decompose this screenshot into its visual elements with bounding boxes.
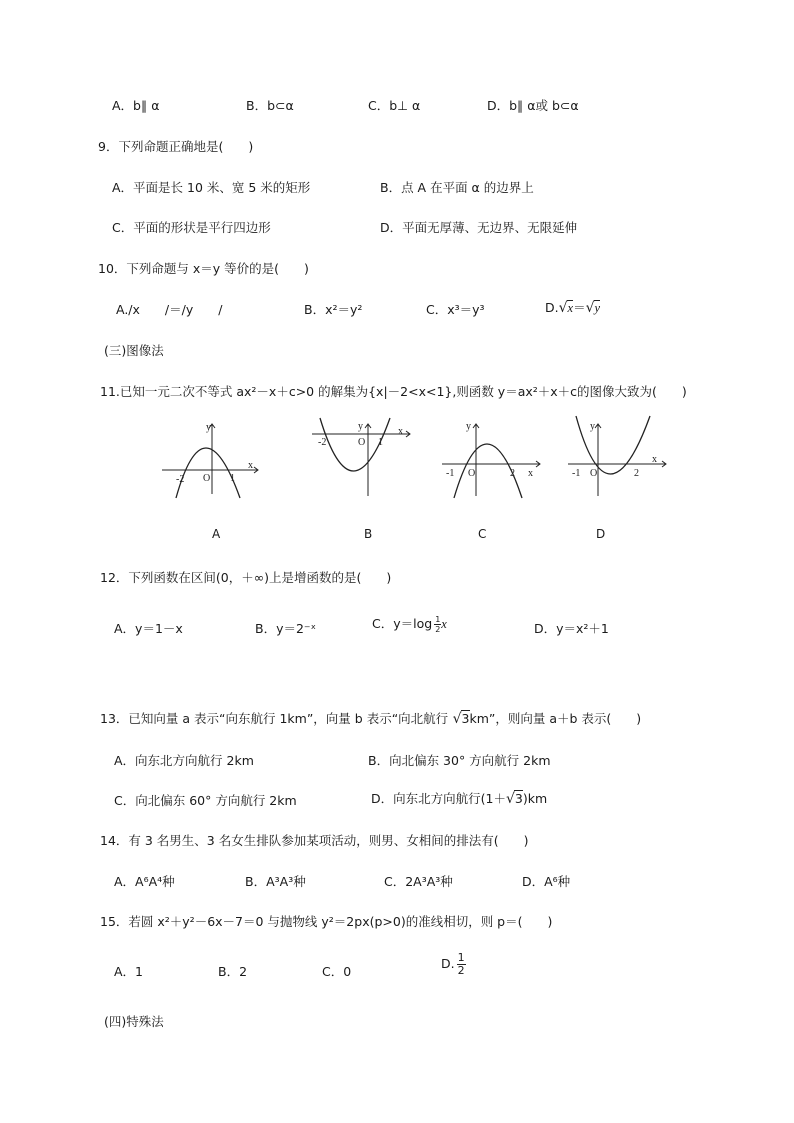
q12-option-a: A．y＝1－x [114,621,183,636]
q15-option-a: A．1 [114,964,144,979]
q15-d-prefix: D. [441,956,455,971]
q10-option-b: B．x²＝y² [304,302,363,317]
q15-stem: 15．若圆 x²＋y²－6x－7＝0 与抛物线 y²＝2px(p>0)的准线相切，则 p＝( ) [100,914,553,929]
graph-a-tick-left: -2 [176,474,185,485]
q15-d-numerator: 1 [457,951,465,964]
q15-option-c: C．0 [322,964,352,979]
graph-b-tick-left: -2 [318,437,327,448]
q14-option-b: B．A³A³种 [245,874,306,889]
q13-option-b: B．向北偏东 30° 方向航行 2km [368,753,551,768]
graph-d-tick-left: -1 [572,468,581,479]
graph-d-y-label: y [590,421,595,432]
q8-option-d: D．b∥ α或 b⊂α [487,98,579,113]
q10-d-equals: ＝ [573,300,586,315]
q10-d-sqrt-y: y [594,301,601,315]
q10-d-sqrt-x: x [567,301,574,315]
q15-d-denominator: 2 [457,964,465,977]
q9-option-c: C．平面的形状是平行四边形 [112,220,271,235]
q11-caption-a: A [212,527,221,541]
q13-stem-part2: km”，则向量 a＋b 表示( ) [469,711,642,726]
q9-option-b: B．点 A 在平面 α 的边界上 [380,180,534,195]
q13-stem: 13．已知向量 a 表示“向东航行 1km”，向量 b 表示“向北航行 √3km”，则向量 a＋b 表示( ) [100,711,642,727]
q8-option-b: B．b⊂α [246,98,294,113]
q12-c-prefix: C．y＝log [372,616,433,631]
graph-c-tick-left: -1 [446,468,455,479]
q9-option-d: D．平面无厚薄、无边界、无限延伸 [380,220,578,235]
graph-c-tick-right: 2 [510,468,515,479]
q13-option-d: D．向东北方向航行(1＋√3)km [371,791,548,807]
q12-stem: 12．下列函数在区间(0，＋∞)上是增函数的是( ) [100,570,392,585]
q11-graph-b [310,420,414,498]
q14-option-d: D．A⁶种 [522,874,571,889]
q13-d-sqrt: 3 [514,791,523,806]
q11-graph-a [158,420,262,498]
graph-a-origin: O [203,473,211,484]
q12-option-d: D．y＝x²＋1 [534,621,609,636]
graph-c-origin: O [468,468,476,479]
q15-option-d [441,952,466,977]
q11-stem: 11.已知一元二次不等式 ax²－x＋c>0 的解集为{x|－2<x<1},则函数 y＝ax²＋x＋c的图像大致为( ) [100,384,687,399]
q11-caption-d: D [596,527,606,541]
section-heading-image-method: (三)图像法 [104,343,164,358]
graph-c-y-label: y [466,421,471,432]
graph-d-origin: O [590,468,598,479]
graph-a-y-label: y [206,422,211,433]
q12-option-b: B．y＝2⁻ˣ [255,621,317,636]
graph-b-y-label: y [358,421,363,432]
q11-graph-c [440,420,544,498]
q10-option-c: C．x³＝y³ [426,302,485,317]
q8-option-c: C．b⊥ α [368,98,421,113]
q9-option-a: A．平面是长 10 米、宽 5 米的矩形 [112,180,311,195]
graph-b-x-label: x [398,426,403,437]
graph-a-tick-right: 1 [230,473,235,484]
q15-option-b: B．2 [218,964,248,979]
q10-d-prefix: D. [545,300,559,315]
q13-d-part1: D．向东北方向航行(1＋ [371,791,506,806]
q12-c-base-num: 1 [435,615,441,624]
q12-c-suffix: x [441,617,447,631]
q12-c-base-den: 2 [435,625,441,634]
graph-c-x-label: x [528,468,533,479]
graph-b-origin: O [358,437,366,448]
section-heading-special-method: (四)特殊法 [104,1014,164,1029]
q13-stem-sqrt: 3 [461,711,470,726]
q13-d-part2: )km [522,791,548,806]
graph-b-tick-right: 1 [378,437,383,448]
q13-stem-part1: 13．已知向量 a 表示“向东航行 1km”，向量 b 表示“向北航行 [100,711,449,726]
q14-stem: 14．有 3 名男生、3 名女生排队参加某项活动，则男、女相间的排法有( ) [100,833,529,848]
q10-stem: 10．下列命题与 x＝y 等价的是( ) [98,261,309,276]
graph-a-x-label: x [248,460,253,471]
graph-d-x-label: x [652,454,657,465]
q11-graph-d [566,420,670,498]
graph-d-tick-right: 2 [634,468,639,479]
q11-caption-b: B [364,527,373,541]
q13-option-c: C．向北偏东 60° 方向航行 2km [114,793,297,808]
q10-option-d: D.√x＝√y [545,300,601,316]
q14-option-c: C．2A³A³种 [384,874,453,889]
q11-caption-c: C [478,527,487,541]
q12-option-c [372,614,447,634]
q14-option-a: A．A⁶A⁴种 [114,874,175,889]
q9-stem: 9．下列命题正确地是( ) [98,139,254,154]
q10-option-a: A./x /＝/y / [116,302,223,317]
q8-option-a: A．b∥ α [112,98,160,113]
q13-option-a: A．向东北方向航行 2km [114,753,254,768]
